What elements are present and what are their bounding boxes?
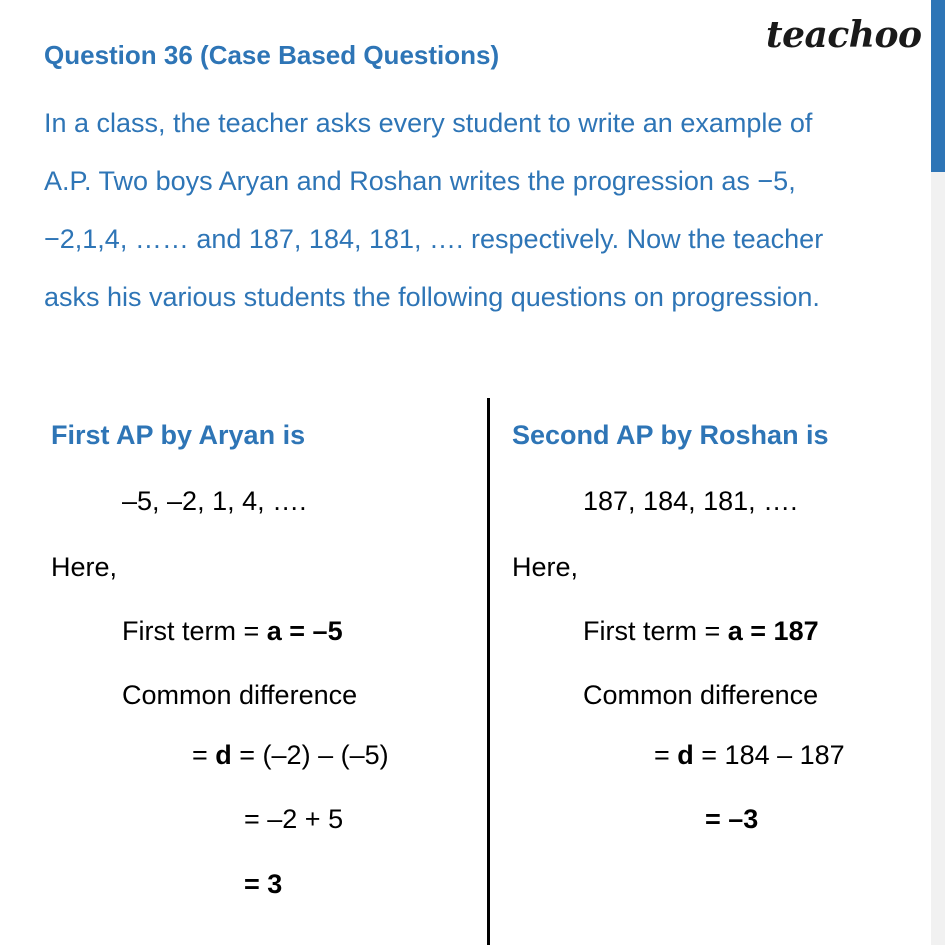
left-common-diff-label: Common difference [122,680,358,710]
left-step1-prefix: = [192,740,216,770]
right-here: Here, [512,552,579,582]
scrollbar-thumb[interactable] [931,0,945,172]
left-first-term [122,616,343,647]
right-common-diff-label: Common difference [583,680,819,710]
left-result: = 3 [244,869,283,899]
question-line: −2,1,4, …… and 187, 184, 181, …. respectively. Now the teacher [44,224,824,254]
right-step1-rest: = 184 – 187 [693,740,845,770]
left-step1 [192,740,389,771]
right-sequence: 187, 184, 181, …. [583,486,798,516]
left-sequence: –5, –2, 1, 4, …. [122,486,307,516]
right-step1-var: d [677,740,694,770]
left-step1-var: d [215,740,232,770]
left-heading: First AP by Aryan is [51,420,306,450]
right-first-term-value: a = 187 [727,616,819,646]
right-first-term [583,616,819,647]
left-first-term-value: a = –5 [266,616,343,646]
left-here: Here, [51,552,118,582]
right-step1-prefix: = [654,740,678,770]
question-title: Question 36 (Case Based Questions) [44,40,500,70]
column-divider [487,398,490,945]
right-heading: Second AP by Roshan is [512,420,829,450]
left-step1-rest: = (–2) – (–5) [231,740,389,770]
question-line: asks his various students the following questions on progression. [44,282,820,312]
left-first-term-label: First term = [122,616,267,646]
right-first-term-label: First term = [583,616,728,646]
right-step1 [654,740,845,771]
question-line: In a class, the teacher asks every student to write an example of [44,108,813,138]
teachoo-logo: teachoo [766,14,922,56]
question-line: A.P. Two boys Aryan and Roshan writes the progression as −5, [44,166,796,196]
right-result: = –3 [705,804,759,834]
question-body [44,94,904,326]
left-step2: = –2 + 5 [244,804,344,834]
